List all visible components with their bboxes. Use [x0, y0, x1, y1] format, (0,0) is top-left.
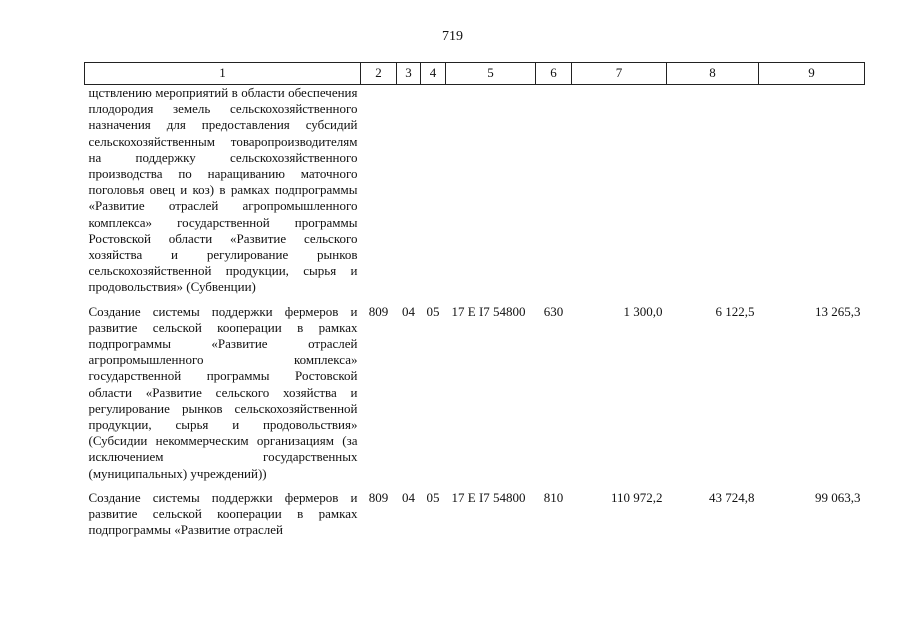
row-section-code: 04 [402, 489, 415, 505]
row-expense-type: 630 [543, 303, 564, 319]
row-amount-3 [759, 85, 865, 300]
column-header-7: 7 [572, 63, 667, 85]
header-row [85, 63, 865, 85]
row-amount-1: 1 300,0 [623, 303, 663, 319]
column-header-8: 8 [667, 63, 759, 85]
page-number: 719 [442, 29, 463, 44]
column-header-2: 2 [361, 63, 397, 85]
row-description: щствлению мероприятий в области обеспечения плодородия земель сельскохозяйственного назначения для предоставления субсидий сельскохозяйственным товаропроизводителям на поддержку сельскохозяйственного производства по наращиванию маточного поголовья овец и коз) в рамках подпрограммы «Развитие отраслей агропромышленного комплекса» государственной программы Ростовской области «Развитие сельского хозяйства и регулирование рынков сельскохозяйственной продукции, сырья и продовольствия» (Субвенции) [88, 85, 358, 295]
table-row [85, 486, 865, 543]
row-target-article: 17 E I7 54800 [451, 489, 526, 505]
row-amount-1 [572, 85, 667, 300]
row-target-article: 17 E I7 54800 [451, 303, 526, 319]
row-amount-2: 6 122,5 [715, 303, 755, 319]
row-description: Создание системы поддержки фермеров и развитие сельской кооперации в рамках подпрограммы «Развитие отраслей [88, 489, 358, 538]
row-ministry-code: 809 [368, 489, 389, 505]
row-section-code: 04 [402, 303, 415, 319]
row-amount-1: 110 972,2 [610, 489, 663, 505]
row-ministry-code [361, 85, 397, 300]
column-header-5: 5 [446, 63, 536, 85]
row-amount-2: 43 724,8 [709, 489, 755, 505]
table-row [85, 85, 865, 300]
column-header-1: 1 [85, 63, 361, 85]
column-header-4: 4 [421, 63, 446, 85]
budget-table [84, 62, 865, 542]
column-header-6: 6 [536, 63, 572, 85]
row-amount-3: 13 265,3 [815, 303, 861, 319]
column-header-3: 3 [397, 63, 421, 85]
table-row [85, 300, 865, 486]
row-ministry-code: 809 [368, 303, 389, 319]
row-amount-2 [667, 85, 759, 300]
table-header [85, 63, 865, 85]
row-amount-3: 99 063,3 [815, 489, 861, 505]
row-expense-type: 810 [543, 489, 564, 505]
row-section-code [397, 85, 421, 300]
row-subsection-code: 05 [426, 303, 440, 319]
row-subsection-code: 05 [426, 489, 440, 505]
row-description: Создание системы поддержки фермеров и развитие сельской кооперации в рамках подпрограммы «Развитие отраслей агропромышленного комплекса» государственной программы Ростовской области «Развитие сельского хозяйства и регулирование рынков сельскохозяйственной продукции, сырья и продовольствия» (Субсидии некоммерческим организациям (за исключением государственных (муниципальных) учреждений)) [88, 303, 358, 481]
column-header-9: 9 [759, 63, 865, 85]
row-subsection-code [421, 85, 446, 300]
row-target-article [446, 85, 536, 300]
table-body [85, 85, 865, 543]
row-expense-type [536, 85, 572, 300]
